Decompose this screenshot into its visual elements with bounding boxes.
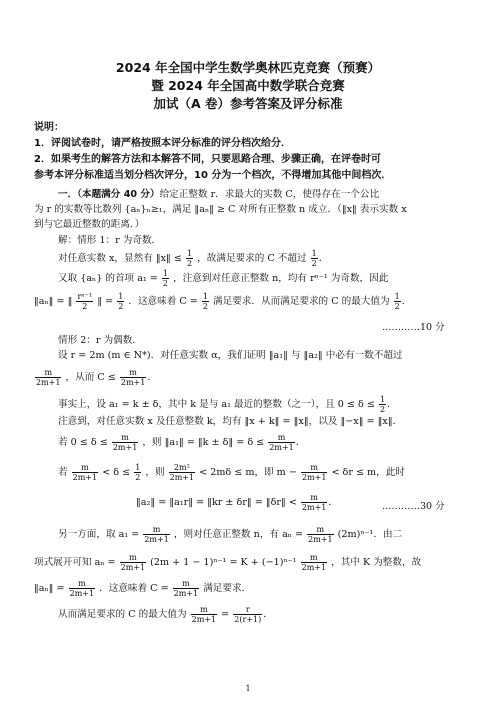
frac-den: 2m+1 bbox=[301, 503, 327, 512]
case2-line-5: 若 0 ≤ δ ≤ $\frac{m}{2m+1}$ ，则 ‖a₁‖ = ‖k ± δ‖ = δ ≤ $\frac{m}{2m+1}$ ． bbox=[58, 433, 306, 452]
frac-den: 2m+1 bbox=[308, 535, 333, 544]
frac-num: m bbox=[72, 463, 98, 473]
c2-l6b: < δ ≤ bbox=[102, 467, 131, 478]
c2-l9b: (2m + 1 − 1)ⁿ⁻¹ = K + (−1)ⁿ⁻¹ bbox=[150, 557, 297, 568]
problem-line-2: 为 r 的实数等比数列 {aₙ}ₙ≥₁，满足 ‖aₙ‖ ≥ C 对所有正整数 n 成立．（‖x‖ 表示实数 x bbox=[34, 204, 407, 215]
fraction-m-2m1 bbox=[72, 463, 98, 482]
frac-den: 2m+1 bbox=[169, 473, 195, 482]
fraction-half bbox=[162, 269, 169, 288]
frac-num: 1 bbox=[162, 269, 169, 278]
fraction-m-2m1 bbox=[120, 553, 146, 572]
frac-den: 2 bbox=[202, 302, 208, 311]
frac-den: 2 bbox=[82, 302, 88, 311]
frac-num: m bbox=[301, 463, 327, 473]
c2-l10c: 满足要求． bbox=[203, 583, 252, 594]
fraction-m-2m1 bbox=[112, 433, 138, 452]
c2-l5b: ，则 ‖a₁‖ = ‖k ± δ‖ = δ ≤ bbox=[142, 437, 265, 448]
frac-num: m bbox=[307, 525, 333, 535]
c2-l3a: 事实上，设 a₁ = k ± δ，其中 k 是与 a₁ 最近的整数（之一），且 0 ≤ δ ≤ bbox=[58, 399, 375, 410]
fraction-m-2m1 bbox=[69, 579, 95, 598]
title-line-3: 加试（A 卷）参考答案及评分标准 bbox=[153, 96, 343, 111]
c1-l3a: ‖aₙ‖ = ‖ bbox=[34, 296, 73, 307]
case2-line-10 bbox=[34, 579, 251, 598]
c2-l6c: ，则 bbox=[145, 467, 165, 478]
frac-num: m bbox=[120, 553, 146, 563]
score-10: …………10 分 bbox=[382, 322, 445, 333]
frac-num: m bbox=[143, 525, 169, 535]
frac-den: 2m+1 bbox=[191, 615, 217, 624]
frac-num: 1 bbox=[135, 463, 141, 472]
case2-line-7: ‖a₂‖ = ‖a₁r‖ = ‖kr ± δr‖ = ‖δr‖ < $\frac{m}{2m+1}$ ． bbox=[136, 493, 338, 512]
c2-l5a: 若 0 ≤ δ ≤ bbox=[58, 437, 108, 448]
frac-num: 2m² bbox=[169, 463, 195, 473]
frac-den: 2 bbox=[187, 259, 193, 268]
c2-l6d: < 2mδ ≤ m，即 m − bbox=[199, 467, 297, 478]
fraction-half bbox=[134, 463, 141, 482]
frac-num: m bbox=[268, 433, 294, 443]
frac-den: 2 bbox=[379, 405, 386, 414]
case2-line-6 bbox=[58, 463, 405, 482]
fraction-m-2m1 bbox=[268, 433, 294, 452]
c2-l6a: 若 bbox=[58, 467, 68, 478]
frac-den: 2 bbox=[135, 473, 141, 482]
fraction-half bbox=[202, 292, 209, 311]
c2-l7a: ‖a₂‖ = ‖a₁r‖ = ‖kr ± δr‖ = ‖δr‖ < bbox=[136, 497, 297, 508]
case2-line-3: 事实上，设 a₁ = k ± δ，其中 k 是与 a₁ 最近的整数（之一），且 0 ≤ δ ≤ $\frac{1}{2}$ ． bbox=[58, 395, 397, 414]
problem-text-1: 给定正整数 r．求最大的实数 C，使得存在一个公比 bbox=[159, 189, 380, 200]
fraction-m-2m1 bbox=[301, 493, 327, 512]
frac-den: 2m+1 bbox=[69, 589, 95, 598]
case1-line-1: 对任意实数 x，显然有 ‖x‖ ≤ $\frac{1}{2}$ ，故满足要求的 C 不超过 $\frac{1}{2}$ ． bbox=[58, 249, 329, 268]
case2-heading: 情形 2：r 为偶数． bbox=[58, 335, 142, 346]
frac-den: 2m+1 bbox=[112, 443, 138, 452]
c1-l1a: 对任意实数 x，显然有 ‖x‖ ≤ bbox=[58, 253, 182, 264]
frac-den: 2m+1 bbox=[269, 443, 294, 452]
frac-num: m bbox=[301, 553, 327, 563]
note-2b: 参考本评分标准适当划分档次评分，10 分为一个档次，不得增加其他中间档次． bbox=[34, 170, 392, 181]
fraction-m-2m1 bbox=[173, 579, 199, 598]
c1-l2a: 又取 {aₙ} 的首项 a₁ = bbox=[58, 273, 158, 284]
case1-line-2 bbox=[58, 269, 388, 288]
fraction-m-2m1 bbox=[301, 553, 327, 572]
fraction-m-2m1 bbox=[301, 463, 327, 482]
frac-num: m bbox=[191, 605, 217, 615]
c1-l3d: 满足要求．从而满足要求的 C 的最大值为 bbox=[213, 296, 390, 307]
frac-den: 2m+1 bbox=[72, 473, 98, 482]
c1-l2b: ，注意到对任意正整数 n，均有 rⁿ⁻¹ 为奇数，因此 bbox=[173, 273, 389, 284]
frac-den: 2 bbox=[394, 302, 400, 311]
frac-num: m bbox=[120, 368, 146, 378]
c2-l9c: ，其中 K 为整数，故 bbox=[331, 557, 422, 568]
frac-num: m bbox=[112, 433, 138, 443]
c2-l6e: < δr ≤ m，此时 bbox=[331, 467, 405, 478]
c2-l10a: ‖aₙ‖ = bbox=[34, 583, 65, 594]
case1-heading: 解：情形 1：r 为奇数． bbox=[58, 235, 162, 246]
c1-l1b: ，故满足要求的 C 不超过 bbox=[197, 253, 307, 264]
case2-line-8 bbox=[58, 525, 402, 544]
frac-den: 2m+1 bbox=[301, 473, 327, 482]
frac-num: m bbox=[173, 579, 199, 589]
case2-line-2: $\frac{m}{2m+1}$ ，从而 C ≤ $\frac{m}{2m+1}$ ． bbox=[36, 368, 157, 387]
frac-num: r bbox=[233, 605, 262, 615]
fraction-half bbox=[379, 395, 386, 414]
frac-den: 2m+1 bbox=[173, 589, 199, 598]
c1-l3b: ‖ = bbox=[97, 296, 114, 307]
c2-l2a: ，从而 C ≤ bbox=[65, 372, 116, 383]
fraction-half bbox=[394, 292, 401, 311]
fraction-r-2r1 bbox=[233, 605, 262, 624]
fraction-half bbox=[311, 249, 318, 268]
frac-den: 2(r+1) bbox=[234, 615, 262, 624]
frac-den: 2 bbox=[311, 259, 317, 268]
fraction-half bbox=[117, 292, 124, 311]
c2-l8a: 另一方面，取 a₁ = bbox=[58, 529, 140, 540]
frac-num: 1 bbox=[311, 249, 317, 258]
fraction-m-2m1 bbox=[143, 525, 169, 544]
case2-line-1: 设 r = 2m (m ∈ N*)．对任意实数 α，我们证明 ‖a₁‖ 与 ‖a₂‖ 中必有一数不超过 bbox=[58, 350, 403, 361]
c2-l8c: (2m)ⁿ⁻¹．由二 bbox=[337, 529, 403, 540]
frac-den: 2m+1 bbox=[301, 563, 327, 572]
fraction-rn1 bbox=[76, 292, 93, 311]
frac-num: m bbox=[35, 368, 61, 378]
problem-head: 一．（本题满分 40 分） bbox=[58, 189, 160, 200]
score-30: …………30 分 bbox=[382, 501, 445, 512]
frac-num: m bbox=[69, 579, 95, 589]
title-line-1: 2024 年全国中学生数学奥林匹克竞赛（预赛） bbox=[115, 60, 381, 75]
fraction-2m2 bbox=[169, 463, 195, 482]
case1-line-3: ‖aₙ‖ = ‖ $\frac{\text{rⁿ⁻¹}}{2}$ ‖ = $\frac{1}{2}$ ．这意味着 C = $\frac{1}{2}$ 满足要求．从而满足要求的 C 的最大值为 $\frac{1}{2}$ ． bbox=[34, 292, 412, 311]
c2-l11b: = bbox=[221, 609, 230, 620]
frac-den: 2m+1 bbox=[120, 378, 146, 387]
c2-l9a: 项式展开可知 aₙ = bbox=[34, 557, 116, 568]
frac-num: 1 bbox=[118, 292, 124, 301]
frac-num: rⁿ⁻¹ bbox=[77, 292, 93, 301]
frac-num: 1 bbox=[379, 395, 386, 404]
c1-l3c: ．这意味着 C = bbox=[128, 296, 198, 307]
frac-num: m bbox=[301, 493, 327, 503]
c2-l11a: 从而满足要求的 C 的最大值为 bbox=[58, 609, 187, 620]
notes-heading: 说明： bbox=[34, 122, 64, 133]
frac-den: 2m+1 bbox=[36, 378, 61, 387]
c2-l10b: ．这意味着 C = bbox=[99, 583, 169, 594]
frac-den: 2 bbox=[162, 279, 169, 288]
problem-line-1 bbox=[58, 189, 379, 201]
frac-num: 1 bbox=[394, 292, 400, 301]
fraction-m-2m1 bbox=[191, 605, 217, 624]
note-1: 1．评阅试卷时，请严格按照本评分标准的评分档次给分． bbox=[34, 138, 291, 149]
page-number: 1 bbox=[245, 684, 251, 693]
c2-l8b: ，则对任意正整数 n，有 aₙ = bbox=[173, 529, 304, 540]
case2-line-11: 从而满足要求的 C 的最大值为 $\frac{m}{2m+1}$ = $\frac{r}{2(r+1)}$ ． bbox=[58, 605, 273, 624]
frac-num: 1 bbox=[202, 292, 208, 301]
fraction-m-2m1 bbox=[307, 525, 333, 544]
frac-den: 2m+1 bbox=[144, 535, 169, 544]
case2-line-4: 注意到，对任意实数 x 及任意整数 k，均有 ‖x + k‖ = ‖x‖，以及 ‖−x‖ = ‖x‖． bbox=[58, 416, 403, 427]
title-line-2: 暨 2024 年全国高中数学联合竞赛 bbox=[151, 78, 345, 93]
fraction-m-2m1 bbox=[120, 368, 146, 387]
frac-den: 2 bbox=[118, 302, 124, 311]
fraction-m-2m1 bbox=[35, 368, 61, 387]
frac-den: 2m+1 bbox=[120, 563, 146, 572]
fraction-half bbox=[186, 249, 193, 268]
problem-line-3: 到与它最近整数的距离．） bbox=[34, 219, 145, 230]
case2-line-9 bbox=[34, 553, 421, 572]
note-2a: 2．如果考生的解答方法和本解答不同，只要思路合理、步骤正确，在评卷时可 bbox=[34, 154, 381, 165]
frac-num: 1 bbox=[187, 249, 193, 258]
